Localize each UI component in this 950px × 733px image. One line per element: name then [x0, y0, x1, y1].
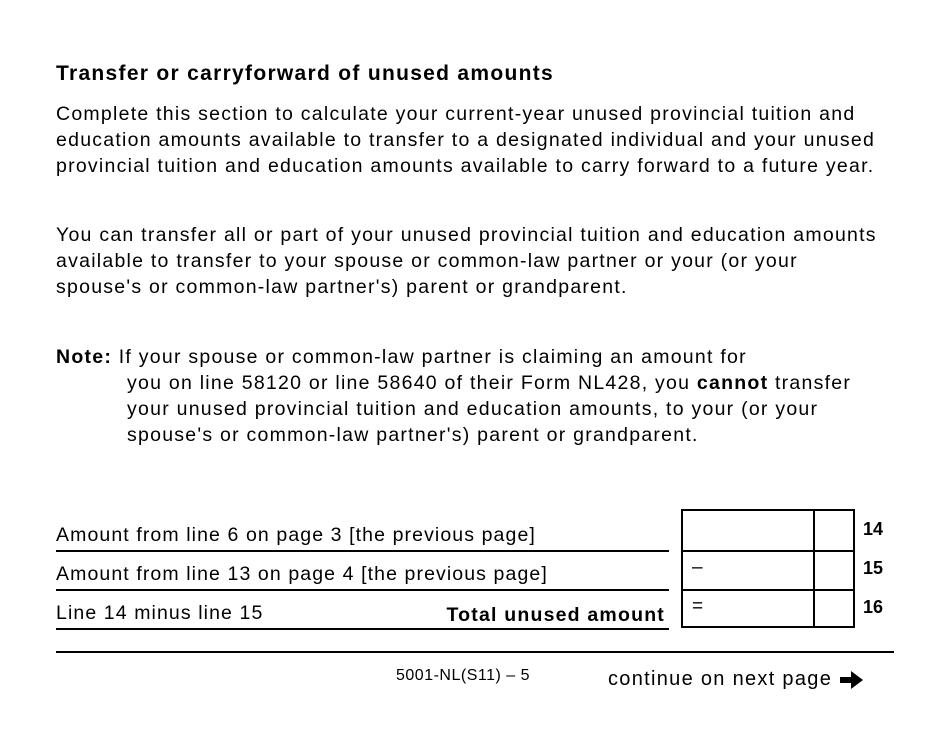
equals-sign: =	[692, 596, 704, 617]
line-number-16: 16	[863, 597, 884, 617]
line-15-amount-field[interactable]	[683, 550, 853, 589]
note-indented-text	[56, 370, 886, 448]
right-arrow-icon	[838, 669, 864, 691]
cents-divider	[813, 591, 815, 628]
note-block	[56, 344, 886, 448]
line-16-amount-field[interactable]	[683, 589, 853, 628]
line-15-description: Amount from line 13 on page 4 [the previous page]	[56, 563, 548, 585]
cents-divider	[813, 552, 815, 589]
note-text-end: transfer your unused provincial tuition and education amounts, to your (or your spouse's or common-law partner's) parent or grandparent.	[127, 372, 852, 446]
note-emphasis: cannot	[696, 372, 769, 394]
footer-divider	[56, 651, 894, 653]
line-14-row	[56, 512, 669, 552]
cents-divider	[813, 511, 815, 550]
line-number-15: 15	[863, 558, 884, 578]
transfer-paragraph: You can transfer all or part of your unused provincial tuition and education amounts available to transfer to your spouse or common-law partner or your (or your spouse's or common-law partner's) parent or grandparent.	[56, 224, 877, 298]
line-16-description: Line 14 minus line 15	[56, 602, 264, 624]
instructions-paragraph: Complete this section to calculate your current-year unused provincial tuition and education amounts available to transfer to a designated individual and your unused provincial tuition and education amounts available to carry forward to a future year.	[56, 103, 876, 177]
continue-text: continue on next page	[608, 668, 833, 690]
line-14-description: Amount from line 6 on page 3 [the previous page]	[56, 524, 536, 546]
total-unused-label: Total unused amount	[446, 604, 665, 626]
form-number: 5001-NL(S11) – 5	[396, 667, 530, 684]
section-title: Transfer or carryforward of unused amounts	[56, 62, 555, 85]
minus-sign: –	[692, 557, 703, 578]
note-text-start: If your spouse or common-law partner is claiming an amount for	[118, 346, 747, 368]
note-text-line2: you on line 58120 or line 58640 of their Form NL428, you	[127, 372, 691, 394]
line-number-14: 14	[863, 519, 884, 539]
line-14-amount-field[interactable]	[683, 511, 853, 550]
note-label: Note:	[56, 346, 113, 368]
continue-next-page	[608, 668, 864, 691]
amount-box-grid	[681, 509, 855, 628]
line-15-row	[56, 551, 669, 591]
line-16-row	[56, 590, 669, 630]
